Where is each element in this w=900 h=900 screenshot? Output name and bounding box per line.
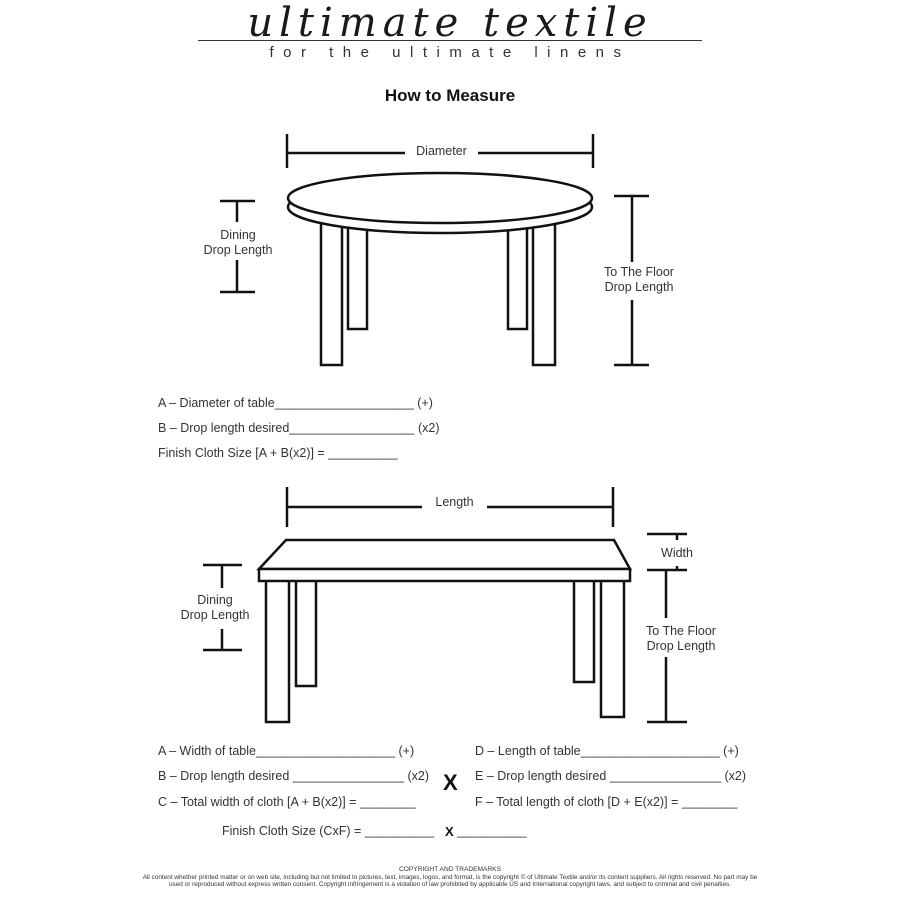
dining-drop-label-line1: Dining bbox=[197, 593, 233, 607]
round-table-diagram bbox=[0, 0, 900, 380]
formula-operator: (x2) bbox=[721, 769, 747, 783]
formula-label: F – Total length of cloth [D + E(x2)] = bbox=[475, 795, 682, 809]
dining-drop-label bbox=[172, 593, 258, 623]
formula-finish-size bbox=[222, 824, 434, 838]
fill-in-blank[interactable]: ________________ bbox=[609, 769, 722, 783]
floor-drop-label-line2: Drop Length bbox=[604, 280, 674, 294]
rect-table-illustration bbox=[0, 480, 900, 730]
floor-drop-label bbox=[596, 265, 682, 295]
copyright-text: All content whether printed matter or on web site, including but not limited to pictures, text, images, logos, and format, is the copyright © of Ultimate Textile and/or its content suppliers. All rights reserved. No part may be used or reproduced without express written consent. Copyright infringement is a violation of law prohibited by applicable US and International copyright laws, and subject to criminal and civil penalties. bbox=[142, 873, 758, 888]
formula-f-total-length bbox=[475, 795, 737, 809]
formula-label: C – Total width of cloth [A + B(x2)] = bbox=[158, 795, 360, 809]
formula-operator: (+) bbox=[413, 396, 433, 410]
brand-logo: ultimate textile bbox=[247, 0, 653, 46]
diameter-label: Diameter bbox=[405, 144, 478, 159]
floor-drop-label-line2: Drop Length bbox=[646, 639, 716, 653]
formula-e-drop bbox=[475, 769, 746, 783]
fill-in-blank[interactable]: ____________________ bbox=[255, 744, 396, 758]
page-title: How to Measure bbox=[384, 86, 516, 105]
formula-d-length bbox=[475, 744, 739, 758]
formula-operator: (x2) bbox=[414, 421, 440, 435]
formula-label: D – Length of table bbox=[475, 744, 581, 758]
formula-a-diameter bbox=[158, 396, 433, 410]
formula-label: E – Drop length desired bbox=[475, 769, 610, 783]
rect-table-diagram bbox=[0, 480, 900, 730]
formula-label: A – Width of table bbox=[158, 744, 256, 758]
dining-drop-label-line2: Drop Length bbox=[180, 608, 250, 622]
formula-label: B – Drop length desired bbox=[158, 421, 290, 435]
floor-drop-label-line1: To The Floor bbox=[604, 265, 674, 279]
multiply-symbol: X bbox=[443, 770, 458, 795]
copyright-heading: COPYRIGHT AND TRADEMARKS bbox=[399, 866, 501, 873]
formula-a-width bbox=[158, 744, 414, 758]
fill-in-blank[interactable]: ________ bbox=[359, 795, 416, 809]
fill-in-blank[interactable]: ____________________ bbox=[274, 396, 414, 410]
fill-in-blank[interactable]: ____________________ bbox=[580, 744, 720, 758]
formula-operator: (+) bbox=[395, 744, 415, 758]
formula-operator: (x2) bbox=[404, 769, 430, 783]
dining-drop-label-line1: Dining bbox=[220, 228, 256, 242]
formula-b-drop bbox=[158, 769, 429, 783]
formula-label: A – Diameter of table bbox=[158, 396, 275, 410]
formula-label: B – Drop length desired bbox=[158, 769, 293, 783]
formula-label: Finish Cloth Size [A + B(x2)] = bbox=[158, 446, 329, 460]
fill-in-blank[interactable]: __________ bbox=[328, 446, 398, 460]
fill-in-blank-length[interactable]: __________ bbox=[457, 824, 527, 838]
copyright-notice bbox=[140, 866, 760, 889]
fill-in-blank[interactable]: ________ bbox=[681, 795, 738, 809]
formula-b-drop bbox=[158, 421, 439, 435]
fill-in-blank-width[interactable]: __________ bbox=[364, 824, 435, 838]
formula-finish-size bbox=[158, 446, 398, 460]
width-label: Width bbox=[652, 546, 702, 561]
formula-label: Finish Cloth Size (CxF) = bbox=[222, 824, 365, 838]
round-table-illustration bbox=[0, 0, 900, 380]
fill-in-blank[interactable]: __________________ bbox=[289, 421, 415, 435]
formula-c-total-width bbox=[158, 795, 416, 809]
dining-drop-label bbox=[195, 228, 281, 258]
brand-tagline: for the ultimate linens bbox=[269, 44, 631, 61]
floor-drop-label bbox=[638, 624, 724, 654]
multiply-symbol-small: X bbox=[445, 824, 454, 839]
floor-drop-label-line1: To The Floor bbox=[646, 624, 716, 638]
formula-operator: (+) bbox=[719, 744, 739, 758]
length-label: Length bbox=[422, 495, 487, 510]
fill-in-blank[interactable]: ________________ bbox=[292, 769, 405, 783]
dining-drop-label-line2: Drop Length bbox=[203, 243, 273, 257]
